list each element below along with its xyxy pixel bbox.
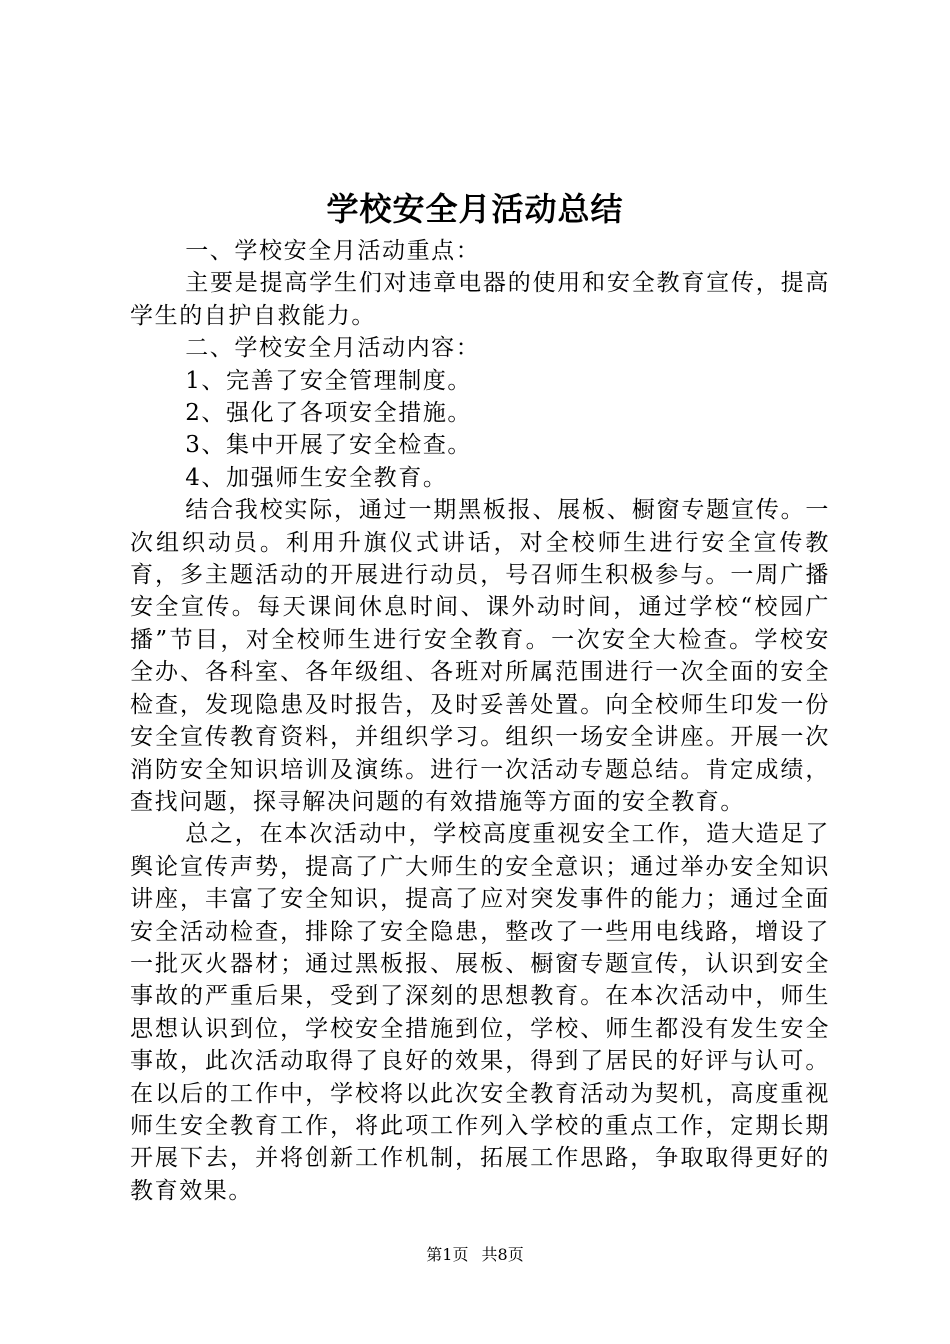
- paragraph-activities: 结合我校实际，通过一期黑板报、展板、橱窗专题宣传。一次组织动员。利用升旗仪式讲话，对全校师生进行安全宣传教育，多主题活动的开展进行动员，号召师生积极参与。一周广播安全宣传。每天课间休息时间、课外动时间，通过学校“校园广播”节目，对全校师生进行安全教育。一次安全大检查。学校安全办、各科室、各年级组、各班对所属范围进行一次全面的安全检查，发现隐患及时报告，及时妥善处置。向全校师生印发一份安全宣传教育资料，并组织学习。组织一场安全讲座。开展一次消防安全知识培训及演练。进行一次活动专题总结。肯定成绩，查找问题，探寻解决问题的有效措施等方面的安全教育。: [130, 497, 830, 815]
- list-item-3: 3、集中开展了安全检查。: [185, 432, 473, 459]
- paragraph-conclusion: 总之，在本次活动中，学校高度重视安全工作，造大造足了舆论宣传声势，提高了广大师生的安全意识；通过举办安全知识讲座，丰富了安全知识，提高了应对突发事件的能力；通过全面安全活动检查，排除了安全隐患，整改了一些用电线路，增设了一批灭火器材；通过黑板报、展板、橱窗专题宣传，认识到安全事故的严重后果，受到了深刻的思想教育。在本次活动中，师生思想认识到位，学校安全措施到位，学校、师生都没有发生安全事故，此次活动取得了良好的效果，得到了居民的好评与认可。在以后的工作中，学校将以此次安全教育活动为契机，高度重视师生安全教育工作，将此项工作列入学校的重点工作，定期长期开展下去，并将创新工作机制，拓展工作思路，争取取得更好的教育效果。: [130, 821, 830, 1204]
- page-footer: [0, 1243, 950, 1267]
- paragraph-focus-detail: 主要是提高学生们对违章电器的使用和安全教育宣传，提高学生的自护自救能力。: [130, 270, 830, 329]
- list-item-2: 2、强化了各项安全措施。: [185, 400, 473, 427]
- page-number-total: 共8页: [481, 1245, 524, 1264]
- document-title: 学校安全月活动总结: [326, 190, 624, 228]
- list-item-1: 1、完善了安全管理制度。: [185, 367, 473, 394]
- section-heading-focus: 一、学校安全月活动重点：: [185, 238, 481, 264]
- section-heading-content: 二、学校安全月活动内容：: [185, 335, 481, 362]
- list-item-4: 4、加强师生安全教育。: [185, 464, 448, 491]
- page-number-current: 第1页: [426, 1245, 469, 1264]
- document-body: [130, 235, 830, 1207]
